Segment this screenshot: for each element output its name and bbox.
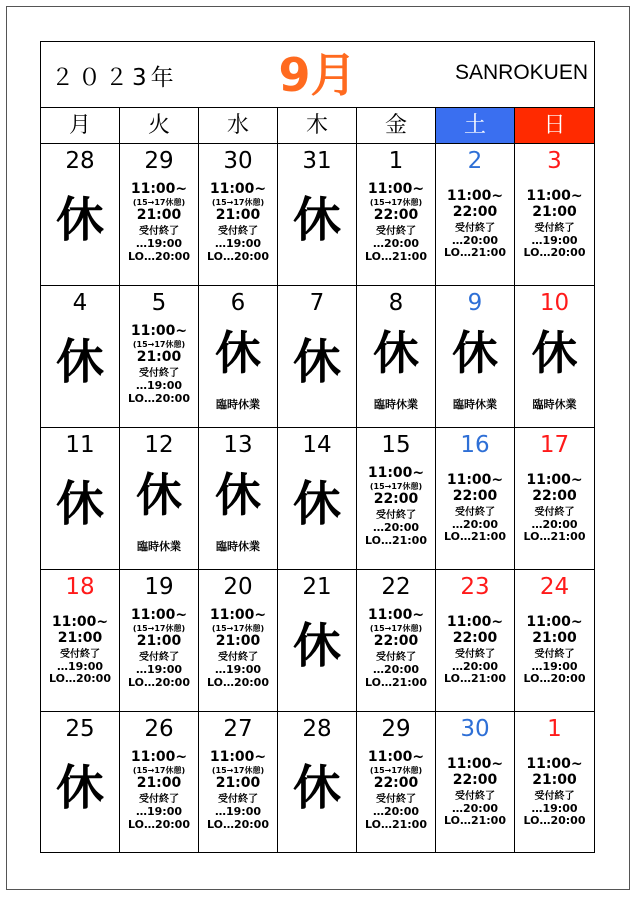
brand-name: SANROKUEN	[454, 61, 588, 84]
reception-end-label: 受付終了	[534, 223, 575, 235]
open-time: 11:00~	[526, 188, 583, 204]
open-time: 11:00~	[526, 472, 583, 488]
day-number: 7	[309, 290, 325, 316]
day-number: 15	[381, 432, 411, 458]
day-number: 31	[302, 148, 332, 174]
last-order-time: LO…21:00	[444, 814, 506, 828]
close-time: 21:00	[136, 633, 182, 650]
business-hours	[357, 749, 435, 831]
reception-end-label: 受付終了	[534, 791, 575, 803]
temporary-closure-note: 臨時休業	[532, 398, 577, 411]
business-hours	[120, 323, 198, 405]
day-cell	[278, 286, 357, 427]
day-number: 10	[539, 290, 570, 316]
last-order-time: LO…21:00	[444, 530, 506, 544]
close-time: 21:00	[532, 630, 577, 647]
day-cell	[120, 428, 199, 569]
day-number: 1	[547, 716, 562, 742]
last-order-time: LO…21:00	[365, 533, 427, 547]
break-time: (15→17休憩)	[132, 766, 186, 776]
day-number: 24	[539, 574, 570, 600]
closed-day-mark: 休	[136, 468, 182, 522]
business-hours	[357, 607, 435, 689]
business-hours	[357, 181, 435, 263]
temporary-closure-note: 臨時休業	[137, 540, 181, 553]
closed-day-mark: 休	[55, 334, 104, 390]
day-cell	[41, 428, 120, 569]
business-hours	[436, 756, 514, 828]
break-time: (15→17休憩)	[211, 198, 265, 208]
open-time: 11:00~	[367, 607, 425, 623]
day-cell	[41, 570, 120, 711]
day-cell	[199, 570, 278, 711]
closed-day-mark: 休	[292, 334, 341, 390]
last-order-time: LO…21:00	[365, 817, 427, 831]
break-time: (15→17休憩)	[369, 198, 423, 208]
reception-end-label: 受付終了	[139, 368, 179, 380]
temporary-closure-note: 臨時休業	[216, 398, 260, 411]
day-number: 9	[467, 290, 483, 316]
open-time: 11:00~	[130, 749, 188, 765]
reception-end-label: 受付終了	[455, 507, 495, 519]
business-hours	[199, 607, 277, 689]
business-hours	[436, 472, 514, 544]
last-order-time: LO…20:00	[523, 672, 586, 686]
business-hours	[120, 749, 198, 831]
day-cell	[278, 428, 357, 569]
break-time: (15→17休憩)	[369, 624, 423, 634]
day-number: 30	[223, 148, 253, 174]
day-number: 14	[302, 432, 332, 458]
last-order-time: LO…20:00	[207, 817, 269, 831]
open-time: 11:00~	[130, 323, 188, 339]
day-cell	[278, 712, 357, 852]
reception-end-label: 受付終了	[139, 226, 179, 238]
reception-end-label: 受付終了	[534, 649, 575, 661]
closed-day-mark: 休	[292, 476, 341, 532]
last-order-time: LO…20:00	[523, 246, 586, 260]
day-number: 23	[460, 574, 490, 600]
business-hours	[357, 465, 435, 547]
day-cell	[357, 570, 436, 711]
month-title: 9月	[278, 48, 357, 102]
reception-end-time: …19:00	[214, 662, 261, 676]
week-row	[41, 428, 594, 570]
reception-end-time: …19:00	[135, 378, 182, 392]
business-hours	[436, 614, 514, 686]
calendar-grid	[41, 144, 594, 852]
last-order-time: LO…21:00	[444, 672, 506, 686]
open-time: 11:00~	[209, 181, 267, 197]
close-time: 22:00	[452, 630, 498, 647]
day-cell	[120, 712, 199, 852]
last-order-time: LO…20:00	[128, 675, 190, 689]
day-cell	[515, 570, 594, 711]
last-order-time: LO…21:00	[365, 675, 427, 689]
reception-end-label: 受付終了	[218, 794, 258, 806]
close-time: 21:00	[57, 630, 103, 647]
open-time: 11:00~	[209, 749, 267, 765]
last-order-time: LO…20:00	[523, 814, 586, 828]
business-hours	[199, 181, 277, 263]
closed-day-mark: 休	[292, 618, 341, 674]
reception-end-time: …20:00	[372, 520, 419, 534]
reception-end-time: …19:00	[531, 801, 578, 815]
break-time: (15→17休憩)	[132, 624, 186, 634]
day-cell	[515, 286, 594, 427]
business-hours	[120, 607, 198, 689]
day-cell	[199, 144, 278, 285]
week-row	[41, 286, 594, 428]
closed-day-mark: 休	[215, 468, 261, 522]
day-number: 8	[388, 290, 404, 316]
business-hours	[41, 614, 119, 686]
temporary-closure-note: 臨時休業	[216, 540, 260, 553]
last-order-time: LO…20:00	[128, 249, 190, 263]
close-time: 22:00	[532, 488, 577, 505]
closed-day-mark: 休	[531, 326, 578, 380]
reception-end-time: …20:00	[372, 804, 419, 818]
reception-end-label: 受付終了	[376, 226, 416, 238]
reception-end-time: …20:00	[451, 233, 498, 247]
open-time: 11:00~	[367, 465, 425, 481]
day-number: 21	[302, 574, 332, 600]
week-row	[41, 712, 594, 852]
reception-end-label: 受付終了	[218, 226, 258, 238]
last-order-time: LO…21:00	[523, 530, 586, 544]
day-cell	[120, 570, 199, 711]
open-time: 11:00~	[446, 188, 504, 204]
day-number: 18	[65, 574, 95, 600]
day-cell	[436, 570, 515, 711]
day-cell	[41, 286, 120, 427]
break-time: (15→17休憩)	[132, 198, 186, 208]
closed-day-mark: 休	[292, 192, 341, 248]
break-time: (15→17休憩)	[211, 766, 265, 776]
closed-day-mark: 休	[292, 760, 341, 816]
open-time: 11:00~	[130, 181, 188, 197]
last-order-time: LO…20:00	[207, 249, 269, 263]
day-number: 2	[467, 148, 483, 174]
reception-end-label: 受付終了	[139, 794, 179, 806]
day-cell	[357, 144, 436, 285]
last-order-time: LO…20:00	[207, 675, 269, 689]
reception-end-time: …20:00	[451, 801, 498, 815]
close-time: 22:00	[452, 204, 498, 221]
day-cell	[515, 712, 594, 852]
day-cell	[436, 144, 515, 285]
open-time: 11:00~	[446, 472, 504, 488]
close-time: 21:00	[532, 204, 577, 221]
reception-end-time: …20:00	[372, 236, 419, 250]
day-number: 1	[388, 148, 404, 174]
reception-end-time: …19:00	[214, 804, 261, 818]
temporary-closure-note: 臨時休業	[453, 398, 497, 411]
last-order-time: LO…20:00	[128, 391, 190, 405]
day-number: 4	[72, 290, 88, 316]
closed-day-mark: 休	[215, 326, 261, 380]
weekday-row	[41, 108, 594, 144]
reception-end-label: 受付終了	[455, 649, 495, 661]
week-row	[41, 570, 594, 712]
open-time: 11:00~	[367, 749, 425, 765]
reception-end-time: …19:00	[135, 804, 182, 818]
last-order-time: LO…21:00	[365, 249, 427, 263]
open-time: 11:00~	[51, 614, 109, 630]
day-number: 17	[539, 432, 570, 458]
day-cell	[436, 428, 515, 569]
open-time: 11:00~	[367, 181, 425, 197]
day-number: 19	[144, 574, 174, 600]
weekday-tue: 火	[120, 108, 199, 143]
weekday-sat: 土	[436, 108, 515, 143]
close-time: 22:00	[452, 488, 498, 505]
weekday-thu: 木	[278, 108, 357, 143]
week-row	[41, 144, 594, 286]
reception-end-time: …19:00	[214, 236, 261, 250]
reception-end-label: 受付終了	[376, 794, 416, 806]
day-number: 27	[223, 716, 253, 742]
business-hours	[436, 188, 514, 260]
day-cell	[199, 428, 278, 569]
day-cell	[278, 570, 357, 711]
day-cell	[515, 144, 594, 285]
business-hours	[515, 472, 594, 544]
day-cell	[41, 144, 120, 285]
day-number: 30	[460, 716, 490, 742]
reception-end-time: …19:00	[135, 662, 182, 676]
reception-end-label: 受付終了	[139, 652, 179, 664]
break-time: (15→17休憩)	[369, 482, 423, 492]
open-time: 11:00~	[446, 614, 504, 630]
day-number: 29	[144, 148, 174, 174]
day-number: 28	[302, 716, 332, 742]
break-time: (15→17休憩)	[132, 340, 186, 350]
business-hours	[515, 756, 594, 828]
day-number: 12	[144, 432, 174, 458]
day-number: 29	[381, 716, 411, 742]
day-cell	[436, 286, 515, 427]
reception-end-time: …19:00	[531, 233, 578, 247]
reception-end-time: …20:00	[451, 517, 498, 531]
reception-end-label: 受付終了	[376, 510, 416, 522]
calendar-header	[41, 42, 594, 108]
reception-end-time: …20:00	[531, 517, 578, 531]
day-number: 20	[223, 574, 253, 600]
day-cell	[515, 428, 594, 569]
weekday-sun: 日	[515, 108, 594, 143]
day-cell	[199, 712, 278, 852]
day-cell	[120, 286, 199, 427]
day-number: 26	[144, 716, 174, 742]
close-time: 21:00	[532, 772, 577, 789]
business-hours	[120, 181, 198, 263]
reception-end-label: 受付終了	[60, 649, 100, 661]
day-cell	[199, 286, 278, 427]
day-number: 28	[65, 148, 95, 174]
day-cell	[357, 428, 436, 569]
open-time: 11:00~	[526, 756, 583, 772]
open-time: 11:00~	[446, 756, 504, 772]
break-time: (15→17休憩)	[211, 624, 265, 634]
day-cell	[120, 144, 199, 285]
weekday-wed: 水	[199, 108, 278, 143]
calendar	[40, 41, 595, 853]
day-number: 5	[151, 290, 167, 316]
day-number: 11	[65, 432, 95, 458]
break-time: (15→17休憩)	[369, 766, 423, 776]
close-time: 21:00	[215, 775, 261, 792]
temporary-closure-note: 臨時休業	[374, 398, 418, 411]
day-number: 16	[460, 432, 490, 458]
reception-end-label: 受付終了	[376, 652, 416, 664]
last-order-time: LO…20:00	[49, 672, 111, 686]
close-time: 21:00	[215, 207, 261, 224]
reception-end-time: …19:00	[56, 659, 103, 673]
closed-day-mark: 休	[452, 326, 498, 380]
day-cell	[357, 286, 436, 427]
day-cell	[357, 712, 436, 852]
reception-end-time: …20:00	[451, 659, 498, 673]
day-number: 3	[547, 148, 562, 174]
last-order-time: LO…20:00	[128, 817, 190, 831]
reception-end-time: …20:00	[372, 662, 419, 676]
close-time: 21:00	[215, 633, 261, 650]
reception-end-label: 受付終了	[455, 223, 495, 235]
close-time: 22:00	[373, 633, 419, 650]
day-cell	[436, 712, 515, 852]
closed-day-mark: 休	[55, 760, 104, 816]
closed-day-mark: 休	[373, 326, 419, 380]
open-time: 11:00~	[526, 614, 583, 630]
business-hours	[515, 188, 594, 260]
close-time: 21:00	[136, 349, 182, 366]
day-number: 25	[65, 716, 95, 742]
business-hours	[199, 749, 277, 831]
day-number: 13	[223, 432, 253, 458]
open-time: 11:00~	[130, 607, 188, 623]
reception-end-label: 受付終了	[534, 507, 575, 519]
last-order-time: LO…21:00	[444, 246, 506, 260]
closed-day-mark: 休	[55, 476, 104, 532]
close-time: 22:00	[452, 772, 498, 789]
close-time: 22:00	[373, 207, 419, 224]
day-cell	[41, 712, 120, 852]
closed-day-mark: 休	[55, 192, 104, 248]
close-time: 22:00	[373, 775, 419, 792]
day-number: 6	[230, 290, 246, 316]
reception-end-label: 受付終了	[455, 791, 495, 803]
reception-end-time: …19:00	[531, 659, 578, 673]
day-number: 22	[381, 574, 411, 600]
day-cell	[278, 144, 357, 285]
close-time: 21:00	[136, 775, 182, 792]
business-hours	[515, 614, 594, 686]
weekday-mon: 月	[41, 108, 120, 143]
reception-end-label: 受付終了	[218, 652, 258, 664]
close-time: 22:00	[373, 491, 419, 508]
close-time: 21:00	[136, 207, 182, 224]
open-time: 11:00~	[209, 607, 267, 623]
reception-end-time: …19:00	[135, 236, 182, 250]
year-label: ２０２3年	[51, 65, 178, 91]
weekday-fri: 金	[357, 108, 436, 143]
